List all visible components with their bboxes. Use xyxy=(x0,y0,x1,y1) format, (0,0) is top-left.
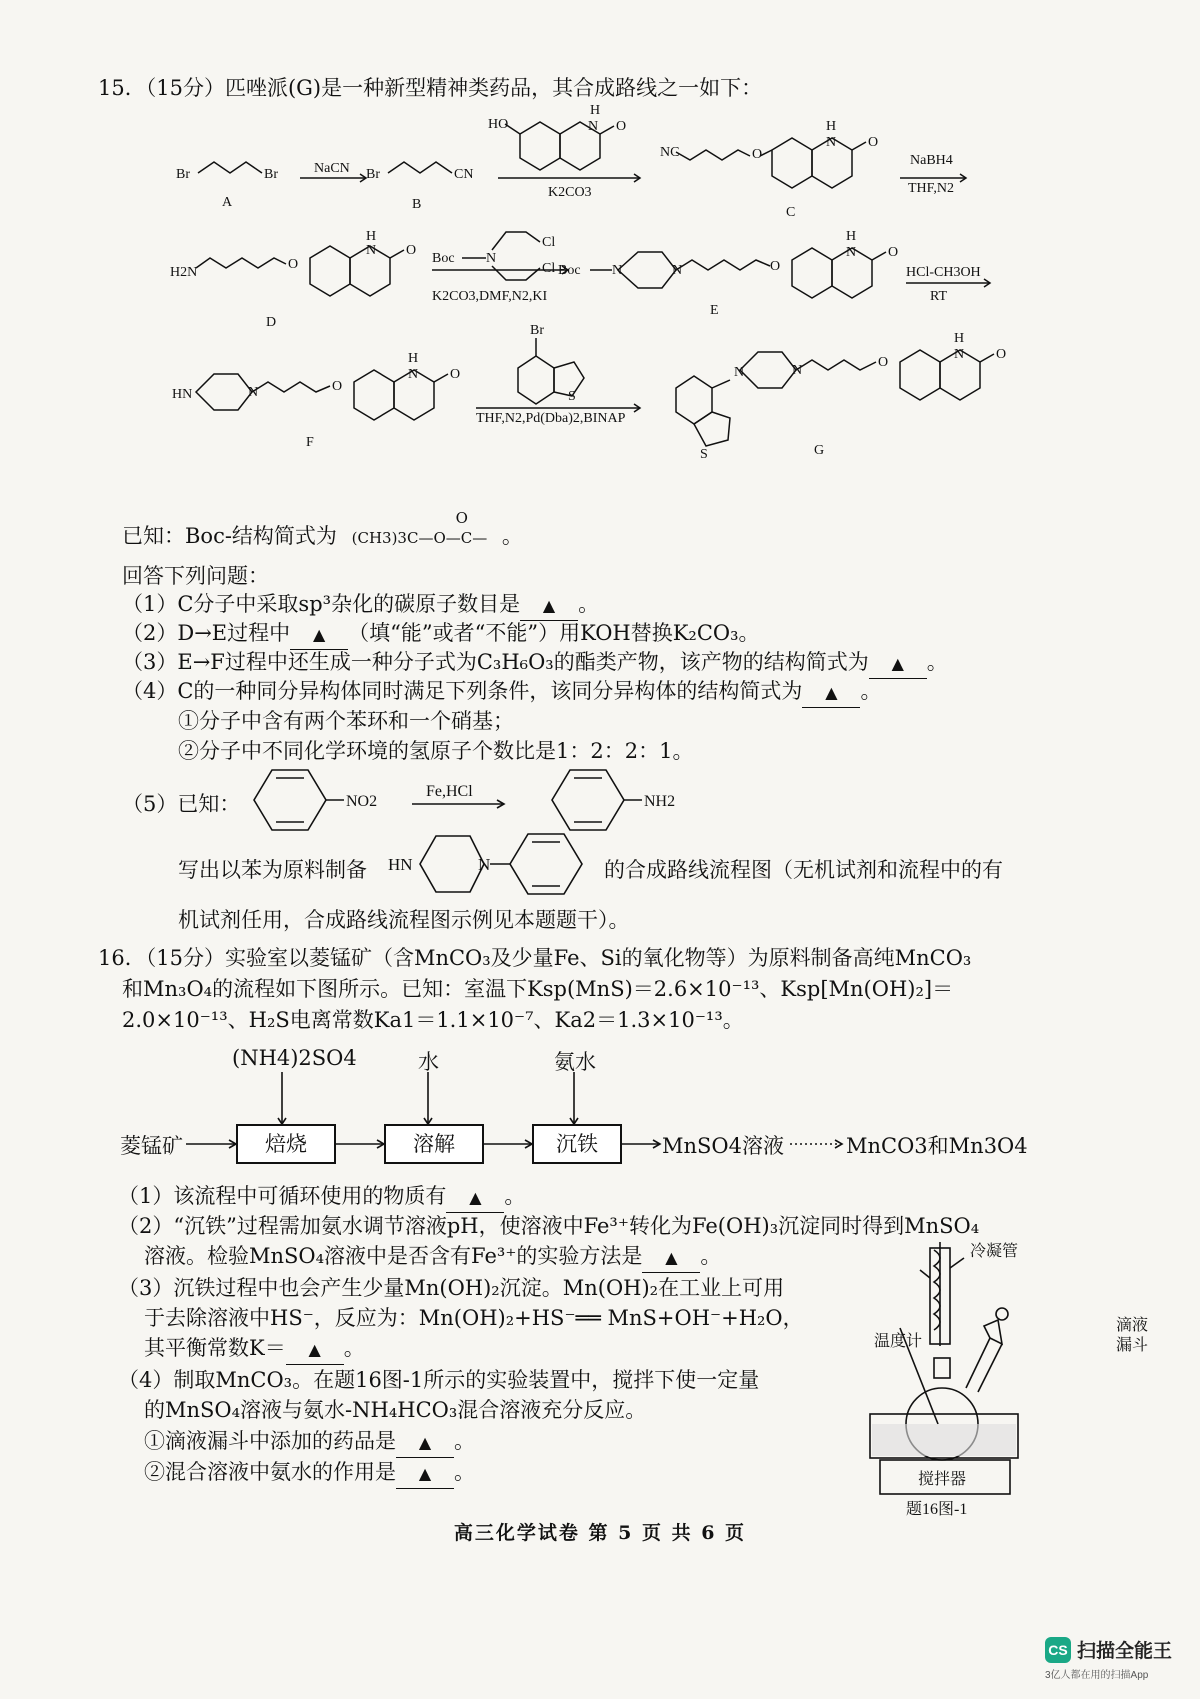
atom-h: H xyxy=(954,331,965,346)
atom-h: H xyxy=(826,119,837,134)
compound-B: B xyxy=(412,197,422,212)
label-funnel-a: 滴液 xyxy=(1116,1317,1149,1334)
q16-header-3: 2.0×10⁻¹³、H₂S电离常数Ka1＝1.1×10⁻⁷、Ka2＝1.3×10⁻¹³。 xyxy=(122,1008,744,1032)
atom-n: N xyxy=(408,367,419,382)
atom-n: N xyxy=(792,363,803,378)
atom-br: Br xyxy=(264,167,278,182)
q16-sub3-c xyxy=(144,1334,365,1365)
atom-hn: HN xyxy=(172,387,193,402)
label-thermometer: 温度计 xyxy=(874,1333,923,1350)
atom-o: O xyxy=(406,243,417,258)
answer-blank[interactable]: ▲ xyxy=(396,1460,454,1489)
q16-sub4c-end: 。 xyxy=(454,1429,475,1453)
answer-blank[interactable]: ▲ xyxy=(642,1244,700,1273)
atom-o: O xyxy=(888,245,899,260)
atom-no2: NO2 xyxy=(346,793,378,810)
answer-blank[interactable]: ▲ xyxy=(802,679,860,708)
atom-br: Br xyxy=(366,167,380,182)
atom-n: N xyxy=(954,347,965,362)
flow-input-ammonium-sulfate: (NH4)2SO4 xyxy=(232,1046,357,1070)
answer-blank[interactable]: ▲ xyxy=(290,621,348,650)
atom-h: H xyxy=(366,229,377,244)
watermark-name: 扫描全能王 xyxy=(1076,1641,1172,1662)
atom-cn: CN xyxy=(454,167,474,182)
atom-o: O xyxy=(332,379,343,394)
q15-sub2-text-b: （填“能”或者“不能”）用KOH替换K₂CO₃。 xyxy=(348,621,760,645)
q16-sub2-end: 。 xyxy=(700,1244,722,1268)
q15-cond2: ②分子中不同化学环境的氢原子个数比是1：2：2：1。 xyxy=(178,739,694,763)
q16-sub4-d xyxy=(144,1458,475,1489)
q15-sub4 xyxy=(122,677,881,708)
q15-sub4-text: （4）C的一种同分异构体同时满足下列条件，该同分异构体的结构简式为 xyxy=(122,679,803,703)
atom-h: H xyxy=(408,351,419,366)
atom-h: H xyxy=(590,103,601,118)
flow-step-roasting: 焙烧 xyxy=(236,1124,336,1164)
answer-blank[interactable]: ▲ xyxy=(520,592,578,621)
atom-n: N xyxy=(478,855,491,874)
label-stirrer: 搅拌器 xyxy=(918,1471,967,1488)
atom-n: N xyxy=(366,243,377,258)
atom-hn: HN xyxy=(388,855,413,874)
q15-header: 15．（15分）匹唑派(G)是一种新型精神类药品，其合成路线之一如下： xyxy=(98,76,763,100)
q15-sub4-end: 。 xyxy=(860,679,882,703)
q16-sub1-text: （1）该流程中可循环使用的物质有 xyxy=(118,1184,447,1208)
reagent-nacn: NaCN xyxy=(314,161,350,176)
scanner-watermark xyxy=(1045,1636,1172,1681)
q16-sub4-b: 的MnSO₄溶液与氨水-NH₄HCO₃混合溶液充分反应。 xyxy=(144,1398,647,1422)
reagent-boc: Boc xyxy=(432,251,455,266)
atom-n: N xyxy=(846,245,857,260)
compound-A: A xyxy=(222,195,233,210)
atom-n: N xyxy=(486,251,497,266)
q16-sub2-a: （2）“沉铁”过程需加氨水调节溶液pH，使溶液中Fe³⁺转化为Fe(OH)₃沉淀同时得到MnSO₄ xyxy=(118,1214,980,1238)
cs-logo-icon: CS xyxy=(1045,1637,1071,1663)
atom-o: O xyxy=(878,355,889,370)
q15-sub3-end: 。 xyxy=(926,650,948,674)
atom-n: N xyxy=(612,263,623,278)
flow-input-water: 水 xyxy=(418,1050,439,1074)
q16-sub3-a: （3）沉铁过程中也会产生少量Mn(OH)₂沉淀。Mn(OH)₂在工业上可用 xyxy=(118,1276,785,1300)
page-footer: 高三化学试卷 第 5 页 共 6 页 xyxy=(453,1522,747,1544)
atom-h2n: H2N xyxy=(170,265,198,280)
boc-structure xyxy=(351,509,488,552)
atom-nh2: NH2 xyxy=(644,793,676,810)
q15-sub3 xyxy=(122,648,948,679)
flow-product-final: MnCO3和Mn3O4 xyxy=(846,1134,1028,1158)
atom-n: N xyxy=(672,263,683,278)
compound-F: F xyxy=(306,435,314,450)
known-suffix: 。 xyxy=(501,524,523,548)
answer-prompt: 回答下列问题： xyxy=(122,564,269,588)
flow-step-dissolve: 溶解 xyxy=(384,1124,484,1164)
atom-boc: Boc xyxy=(558,263,581,278)
q15-sub1-text: （1）C分子中采取sp³杂化的碳原子数目是 xyxy=(122,592,521,616)
atom-o: O xyxy=(868,135,879,150)
label-condenser: 冷凝管 xyxy=(970,1243,1019,1260)
atom-n: N xyxy=(588,119,599,134)
atom-s: S xyxy=(568,389,576,404)
reagent-thf: THF,N2 xyxy=(908,181,954,196)
atom-s: S xyxy=(700,447,708,462)
reagent-ho: HO xyxy=(488,117,509,132)
reagent-hcl: HCl-CH3OH xyxy=(906,265,981,280)
target-phenylpiperazine xyxy=(386,822,606,906)
atom-cl: Cl xyxy=(542,235,556,250)
known-prefix: 已知：Boc-结构简式为 xyxy=(122,524,337,548)
synthesis-scheme xyxy=(0,100,1200,500)
atom-cl: Cl xyxy=(542,261,556,276)
answer-blank[interactable]: ▲ xyxy=(446,1184,504,1213)
compound-D: D xyxy=(266,315,277,330)
label-funnel-b: 漏斗 xyxy=(1116,1337,1149,1354)
atom-nc: NC xyxy=(660,145,680,160)
q16-sub1-end: 。 xyxy=(504,1184,526,1208)
q15-sub5-prefix: （5）已知： xyxy=(122,792,241,816)
atom-n: N xyxy=(248,385,259,400)
known-boc xyxy=(122,509,523,552)
flow-product-mnso4: MnSO4溶液 xyxy=(662,1134,784,1158)
answer-blank[interactable]: ▲ xyxy=(396,1429,454,1458)
reagent-fe-hcl: Fe,HCl xyxy=(426,783,473,800)
q16-sub2-b xyxy=(144,1242,721,1273)
reagent-k2co3: K2CO3 xyxy=(548,185,592,200)
atom-n: N xyxy=(826,135,837,150)
watermark-tagline: 3亿人都在用的扫描App xyxy=(1044,1670,1149,1681)
atom-h: H xyxy=(846,229,857,244)
q15-sub5-write-c: 机试剂任用，合成路线流程图示例见本题题干）。 xyxy=(178,908,630,932)
q15-cond1: ①分子中含有两个苯环和一个硝基； xyxy=(178,709,514,733)
q16-sub4d-text: ②混合溶液中氨水的作用是 xyxy=(144,1460,396,1484)
q15-sub1-end: 。 xyxy=(578,592,600,616)
answer-blank[interactable]: ▲ xyxy=(286,1336,344,1365)
q15-sub3-text: （3）E→F过程中还生成一种分子式为C₃H₆O₃的酯类产物，该产物的结构简式为 xyxy=(122,650,869,674)
boc-formula: (CH3)3C—O—C— xyxy=(351,529,488,547)
atom-n: N xyxy=(734,365,745,380)
q16-header-2: 和Mn₃O₄的流程如下图所示。已知：室温下Ksp(MnS)＝2.6×10⁻¹³、Ksp[Mn(OH)₂]＝ xyxy=(122,977,954,1001)
compound-E: E xyxy=(710,303,719,318)
q16-sub1 xyxy=(118,1182,525,1213)
flow-input-ammonia: 氨水 xyxy=(554,1050,596,1074)
figure-caption: 题16图-1 xyxy=(906,1501,968,1518)
q16-sub3-b: 于去除溶液中HS⁻，反应为：Mn(OH)₂+HS⁻══ MnS+OH⁻+H₂O， xyxy=(144,1306,804,1330)
q16-sub4-c xyxy=(144,1427,475,1458)
flow-step-iron-removal: 沉铁 xyxy=(532,1124,622,1164)
answer-blank[interactable]: ▲ xyxy=(869,650,927,679)
apparatus-figure xyxy=(860,1228,1180,1518)
atom-o: O xyxy=(770,259,781,274)
q15-sub5-write-b: 的合成路线流程图（无机试剂和流程中的有 xyxy=(604,858,1003,882)
reagent-nabh4: NaBH4 xyxy=(910,153,953,168)
atom-o: O xyxy=(616,119,627,134)
q16-header-1: 16．（15分）实验室以菱锰矿（含MnCO₃及少量Fe、Si的氧化物等）为原料制备高纯MnCO₃ xyxy=(98,946,972,970)
q16-sub3-text: 其平衡常数K＝ xyxy=(144,1336,286,1360)
q16-sub3-end: 。 xyxy=(343,1336,365,1360)
q16-sub4c-text: ①滴液漏斗中添加的药品是 xyxy=(144,1429,396,1453)
boc-carbonyl-o: O xyxy=(455,509,468,527)
compound-C: C xyxy=(786,205,796,220)
q15-sub2 xyxy=(122,619,760,650)
reagent-base: K2CO3,DMF,N2,KI xyxy=(432,289,548,304)
compound-G: G xyxy=(814,443,825,458)
flow-start: 菱锰矿 xyxy=(120,1134,183,1158)
atom-o: O xyxy=(450,367,461,382)
q16-sub2-text: 溶液。检验MnSO₄溶液中是否含有Fe³⁺的实验方法是 xyxy=(144,1244,643,1268)
atom-o: O xyxy=(752,147,763,162)
q15-sub2-text-a: （2）D→E过程中 xyxy=(122,621,291,645)
reagent-br: Br xyxy=(530,323,544,338)
q16-sub4-a: （4）制取MnCO₃。在题16图-1所示的实验装置中，搅拌下使一定量 xyxy=(118,1368,760,1392)
q15-sub5-write-a: 写出以苯为原料制备 xyxy=(178,858,367,882)
q15-sub1 xyxy=(122,590,599,621)
atom-o: O xyxy=(288,257,299,272)
q16-sub4d-end: 。 xyxy=(454,1460,475,1484)
reagent-catalyst: THF,N2,Pd(Dba)2,BINAP xyxy=(476,411,626,426)
reagent-rt: RT xyxy=(930,289,948,304)
atom-o: O xyxy=(996,347,1007,362)
atom-br: Br xyxy=(176,167,190,182)
